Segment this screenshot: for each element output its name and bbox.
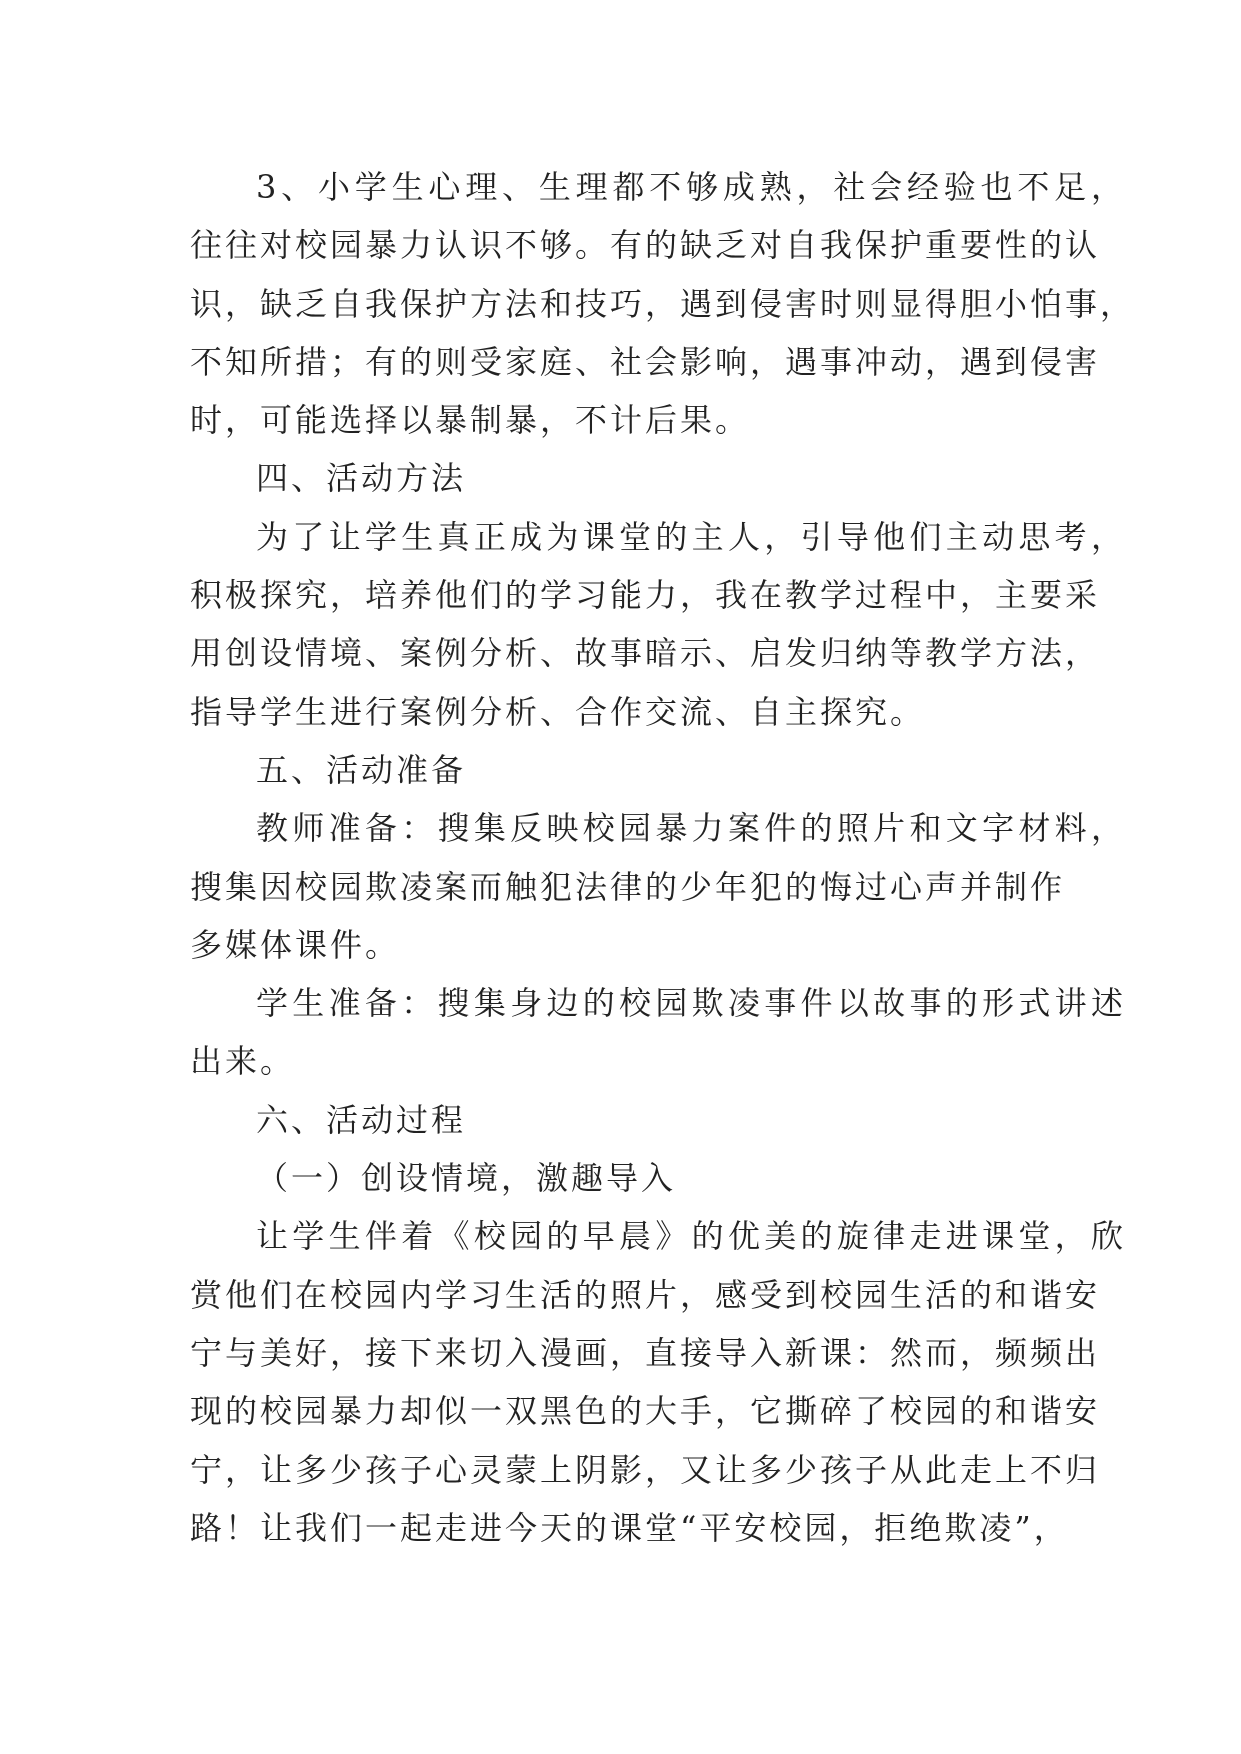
paragraph-line: 搜集因校园欺凌案而触犯法律的少年犯的悔过心声并制作: [190, 867, 1066, 906]
section-heading: 五、活动准备: [256, 750, 467, 789]
paragraph-line: 让学生伴着《校园的早晨》的优美的旋律走进课堂，欣: [256, 1217, 1126, 1256]
paragraph-line: 出来。: [190, 1042, 296, 1081]
paragraph-line: 时，可能选择以暴制暴，不计后果。: [190, 401, 751, 440]
paragraph-line: 赏他们在校园内学习生活的照片，感受到校园生活的和谐安: [190, 1275, 1101, 1314]
section-heading: 六、活动过程: [256, 1100, 467, 1139]
paragraph-line: 往往对校园暴力认识不够。有的缺乏对自我保护重要性的认: [190, 226, 1101, 265]
paragraph-line: 宁与美好，接下来切入漫画，直接导入新课：然而，频频出: [190, 1333, 1101, 1372]
paragraph-line: 为了让学生真正成为课堂的主人，引导他们主动思考，: [256, 517, 1126, 556]
paragraph-line: 现的校园暴力却似一双黑色的大手，它撕碎了校园的和谐安: [190, 1392, 1101, 1431]
paragraph-line: 路！让我们一起走进今天的课堂“平安校园，拒绝欺凌”，: [190, 1508, 1069, 1547]
paragraph-line: 3、小学生心理、生理都不够成熟，社会经验也不足，: [256, 168, 1126, 206]
paragraph-line: 学生准备：搜集身边的校园欺凌事件以故事的形式讲述: [256, 984, 1126, 1023]
subsection-heading: （一）创设情境，激趣导入: [256, 1159, 677, 1198]
paragraph-line: 积极探究，培养他们的学习能力，我在教学过程中，主要采: [190, 576, 1101, 615]
paragraph-line: 不知所措；有的则受家庭、社会影响，遇事冲动，遇到侵害: [190, 342, 1101, 381]
paragraph-line: 用创设情境、案例分析、故事暗示、启发归纳等教学方法，: [190, 634, 1101, 673]
paragraph-line: 指导学生进行案例分析、合作交流、自主探究。: [190, 692, 926, 731]
paragraph-line: 宁，让多少孩子心灵蒙上阴影，又让多少孩子从此走上不归: [190, 1450, 1101, 1489]
paragraph-line: 识，缺乏自我保护方法和技巧，遇到侵害时则显得胆小怕事，: [190, 284, 1136, 323]
paragraph-line: 教师准备：搜集反映校园暴力案件的照片和文字材料，: [256, 809, 1126, 848]
body-text: [190, 158, 1136, 1557]
paragraph-line: 多媒体课件。: [190, 925, 401, 964]
section-heading: 四、活动方法: [256, 459, 467, 498]
